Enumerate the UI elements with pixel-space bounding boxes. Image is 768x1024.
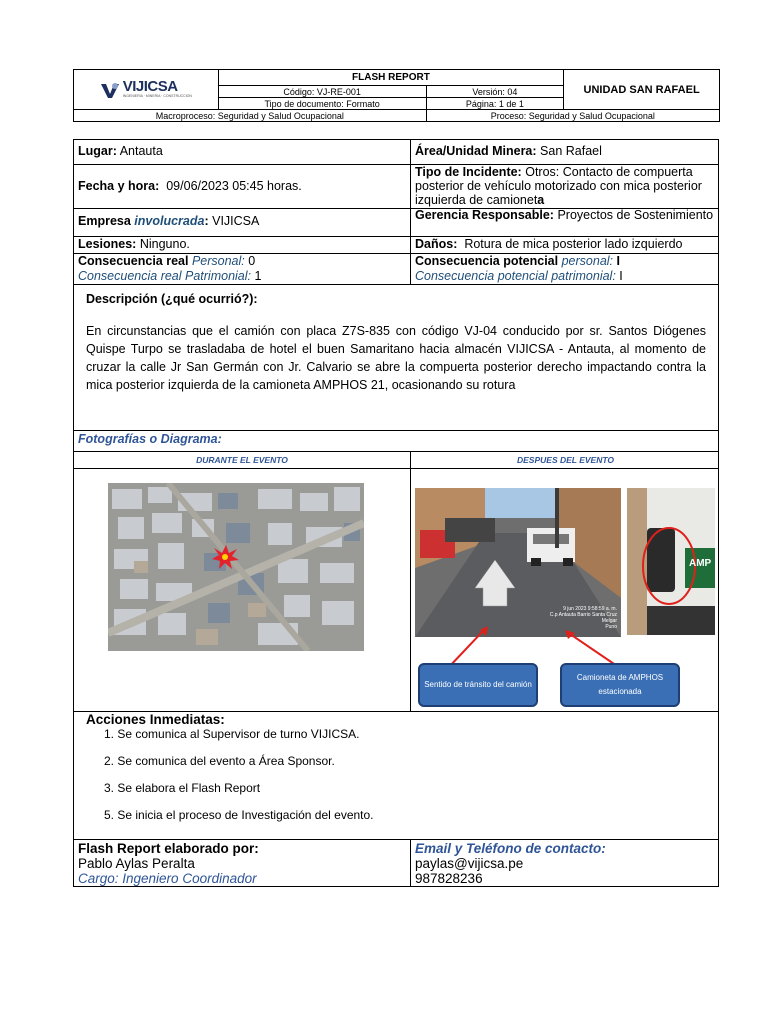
document-header	[73, 69, 720, 122]
street-photo	[415, 488, 621, 637]
macroprocess: Macroproceso: Seguridad y Salud Ocupacional	[74, 110, 427, 122]
logo-cell	[74, 70, 219, 110]
truck-text: AMP	[689, 558, 712, 569]
callout-truck-direction: Sentido de tránsito del camión	[418, 663, 538, 707]
process: Proceso: Seguridad y Salud Ocupacional	[426, 110, 719, 122]
actions-label: Acciones Inmediatas:	[86, 712, 225, 727]
empresa-field: Empresa involucrada: VIJICSA	[78, 214, 260, 228]
logo-tagline: INGENIERIA · MINERIA · CONSTRUCCION	[122, 94, 192, 98]
vijicsa-logo-icon	[100, 81, 120, 99]
area-field: Área/Unidad Minera: San Rafael	[415, 144, 602, 158]
author-block	[74, 841, 410, 886]
description-text: En circunstancias que el camión con placa Z7S-835 con código VJ-04 conducido por sr. Santos Diógenes Quispe Turpo se trasladaba de hotel el buen Samaritano hacia almacén VIJICSA - Antauta, al momento de cruzar la calle Jr San Germán con Jr. Calvario se abre la compuerta posterior derecho impactando contra la mica posterior izquierda de la camioneta AMPHOS 21, ocasionando su rotura	[86, 324, 706, 392]
actions-list	[104, 727, 374, 835]
contact-block	[411, 841, 720, 886]
photo-timestamp: 9 jun 2023 9:58:59 a. m. C.p Antauta Barrio Santa Cruz Melgar Puno	[549, 606, 617, 630]
consecuencia-potencial-field: Consecuencia potencial personal: I Consecuencia potencial patrimonial: I	[415, 254, 623, 283]
contact-phone: 987828236	[415, 871, 483, 886]
danos-field: Daños: Rotura de mica posterior lado izquierdo	[415, 237, 683, 251]
logo-text: VIJICSA	[122, 78, 178, 95]
contact-label: Email y Teléfono de contacto:	[415, 841, 606, 856]
doc-page: Página: 1 de 1	[426, 98, 564, 110]
author-label: Flash Report elaborado por:	[78, 841, 259, 856]
tipo-incidente-field: Tipo de Incidente: Otros: Contacto de compuerta posterior de vehículo motorizado con mica posterior izquierda de camioneta	[415, 165, 702, 207]
lesiones-field: Lesiones: Ninguno.	[78, 237, 190, 251]
author-role: Cargo: Ingeniero Coordinador	[78, 871, 257, 886]
lugar-field: Lugar: Antauta	[78, 144, 163, 158]
closeup-photo	[627, 488, 715, 635]
doc-code: Código: VJ-RE-001	[218, 86, 426, 98]
fecha-field: Fecha y hora: 09/06/2023 05:45 horas.	[78, 179, 302, 193]
gerencia-field: Gerencia Responsable: Proyectos de Sostenimiento	[415, 208, 714, 222]
aerial-photo	[108, 483, 364, 651]
during-event-label: DURANTE EL EVENTO	[196, 455, 288, 465]
callout-parked-pickup: Camioneta de AMPHOS estacionada	[560, 663, 680, 707]
doc-type: Tipo de documento: Formato	[218, 98, 426, 110]
author-name: Pablo Aylas Peralta	[78, 856, 195, 871]
doc-version: Versión: 04	[426, 86, 564, 98]
action-item: 1. Se comunica al Supervisor de turno VIJICSA.	[104, 727, 360, 741]
description-label: Descripción (¿qué ocurrió?):	[86, 292, 258, 306]
consecuencia-real-field: Consecuencia real Personal: 0 Consecuencia real Patrimonial: 1	[78, 254, 262, 283]
report-title: FLASH REPORT	[218, 70, 564, 86]
action-item: 5. Se inicia el proceso de Investigación del evento.	[104, 808, 374, 822]
flash-report-form	[73, 139, 719, 887]
action-item: 3. Se elabora el Flash Report	[104, 781, 261, 795]
contact-email[interactable]: paylas@vijicsa.pe	[415, 856, 524, 871]
unit-name: UNIDAD SAN RAFAEL	[564, 70, 720, 110]
action-item: 2. Se comunica del evento a Área Sponsor.	[104, 754, 335, 768]
photos-label: Fotografías o Diagrama:	[78, 432, 222, 446]
after-event-label: DESPUES DEL EVENTO	[517, 455, 614, 465]
